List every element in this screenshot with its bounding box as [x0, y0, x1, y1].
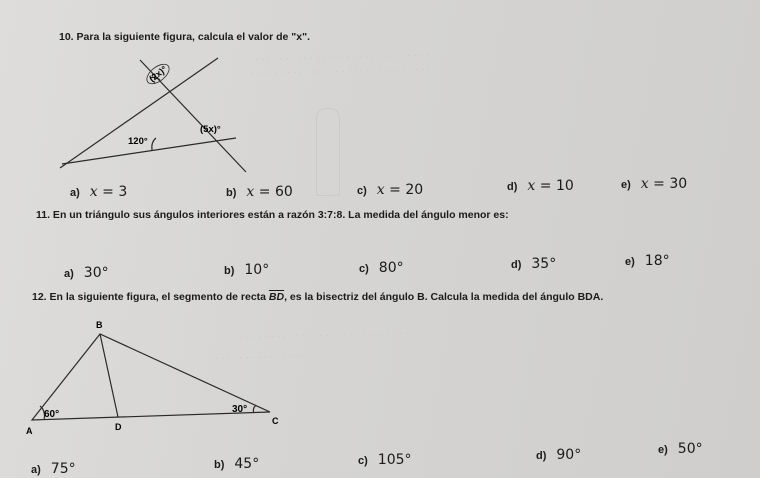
- question-10-figure: [58, 52, 278, 174]
- question-11-text: 11. En un triángulo sus ángulos interiores están a razón 3:7:8. La medida del ángulo menor es:: [36, 209, 509, 221]
- question-10-text: 10. Para la siguiente figura, calcula el valor de "x".: [59, 31, 310, 43]
- q11-option-a[interactable]: a) 30°: [64, 265, 109, 281]
- bleed-through-text: · · · · · · · · · · · · · · · · · · · · · · · · · · · ·: [239, 327, 409, 344]
- angle-label-120: 120°: [128, 136, 148, 147]
- q10-option-d[interactable]: d) x = 10: [507, 178, 574, 194]
- question-12-text: 12. En la siguiente figura, el segmento de recta $\overline{BD}$, es la bisectriz del ángulo B. Calcula la medida del ángulo BDA.: [32, 291, 604, 303]
- angle-arc-left: [152, 138, 156, 150]
- vertex-label-d: D: [115, 422, 122, 432]
- q10-option-c[interactable]: c) x = 20: [357, 182, 424, 198]
- q12-option-d[interactable]: d) 90°: [536, 447, 582, 463]
- vertex-label-b: B: [96, 320, 103, 330]
- vertex-label-c: C: [272, 416, 279, 426]
- bisector-bd: [100, 334, 118, 417]
- q10-option-e[interactable]: e) x = 30: [621, 176, 688, 192]
- angle-label-5x: (5x)°: [200, 124, 221, 135]
- vertex-label-a: A: [26, 426, 33, 436]
- q12-option-c[interactable]: c) 105°: [358, 452, 412, 468]
- q10-option-b[interactable]: b) x = 60: [226, 184, 293, 200]
- q11-option-d[interactable]: d) 35°: [511, 256, 557, 272]
- line-lower: [62, 138, 236, 164]
- q11-option-c[interactable]: c) 80°: [359, 260, 404, 276]
- q10-option-a[interactable]: a) x = 3: [70, 184, 128, 200]
- q12-option-a[interactable]: a) 75°: [31, 461, 76, 477]
- bleed-through-text: · · · · · · · · · · · · · · · · · · · · · · · · · · · · ·: [254, 49, 430, 66]
- q11-option-e[interactable]: e) 18°: [625, 253, 670, 269]
- bleed-through-text: · · · · · · · · · · · · · · · · · · · · · · · · · · · · · · ·: [249, 63, 437, 80]
- angle-arc-c: [253, 405, 256, 413]
- bleed-through-shape: [316, 108, 340, 196]
- bleed-through-text: · · · · · · · · · · · · · · ·: [214, 350, 304, 365]
- angle-label-a: 60°: [44, 409, 60, 420]
- angle-label-2x: (2x)°: [147, 64, 169, 84]
- line-upper: [60, 58, 218, 168]
- segment-bd-label: $\overline{BD}$: [268, 291, 285, 303]
- q12-option-b[interactable]: b) 45°: [214, 456, 260, 472]
- angle-label-c: 30°: [232, 404, 248, 415]
- q11-option-b[interactable]: b) 10°: [224, 262, 270, 278]
- q12-option-e[interactable]: e) 50°: [658, 441, 703, 457]
- question-12-figure: [20, 316, 290, 438]
